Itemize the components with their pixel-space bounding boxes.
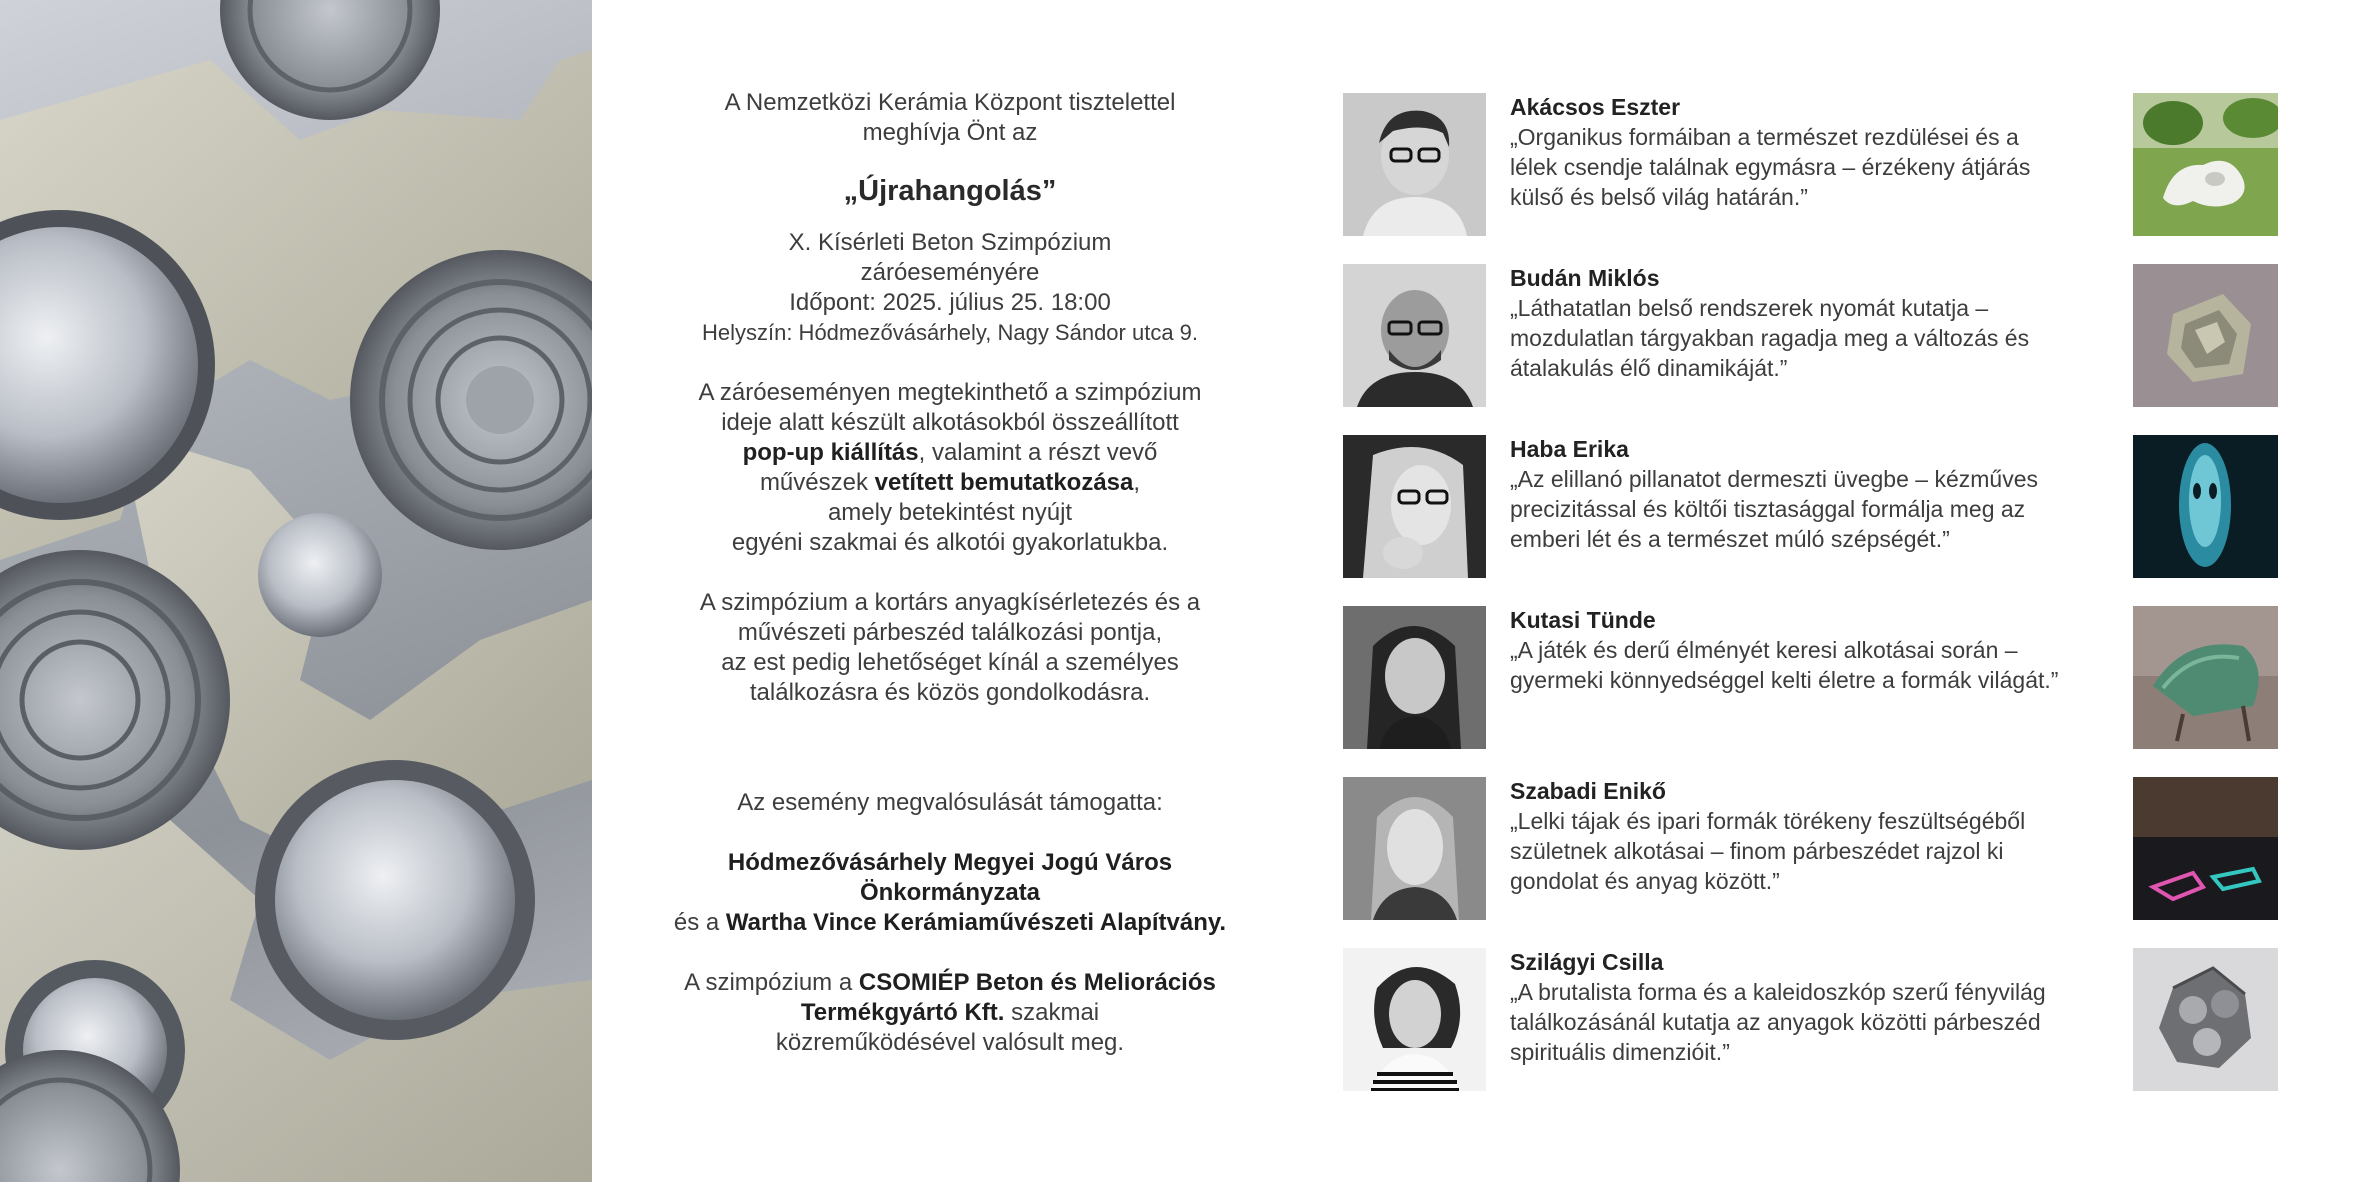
artist-quote: külső és belső világ határán.” [1510,184,1808,210]
artwork-thumbnail [2133,264,2278,407]
partner-line: A szimpózium a CSOMIÉP Beton és Meliorációs [684,969,1216,996]
artwork-thumbnail [2133,93,2278,236]
artist-name: Haba Erika [1510,436,1629,462]
portrait-image [1343,948,1486,1091]
artist-quote: emberi lét és a természet múló szépségét.” [1510,526,1950,552]
event-title: „Újrahangolás” [843,175,1057,207]
description-line: művészeti párbeszéd találkozási pontja, [737,619,1163,646]
artist-name: Akácsos Eszter [1510,94,1681,120]
artist-entry [1343,606,2278,777]
artwork-thumbnail [2133,606,2278,749]
artist-quote: mozdulatlan tárgyakban ragadja meg a változás és [1510,325,2030,351]
description-line: pop-up kiállítás, valamint a részt vevő [742,439,1158,466]
artist-quote: precizitással és költői tisztasággal formálja meg az [1510,496,2026,522]
event-date: Időpont: 2025. július 25. 18:00 [789,289,1111,316]
portrait-image [1343,606,1486,749]
event-location: Helyszín: Hódmezővásárhely, Nagy Sándor utca 9. [701,320,1199,345]
artist-quote: „Organikus formáiban a természet rezdülései és a [1510,124,2019,150]
artist-quote: „Lelki tájak és ipari formák törékeny feszültségéből [1510,808,2026,834]
artwork-image [2133,777,2278,920]
artist-name: Szabadi Enikő [1510,778,1666,804]
portrait-image [1343,777,1486,920]
description-line: A záróeseményen megtekinthető a szimpózium [698,379,1202,406]
artist-quote: spirituális dimenzióit.” [1510,1039,1730,1065]
partner-line: Termékgyártó Kft. szakmai [800,999,1100,1026]
artwork-thumbnail [2133,948,2278,1091]
artist-portrait [1343,264,1486,407]
artwork-image [2133,93,2278,236]
artist-quote: születnek alkotásai – finom párbeszédet rajzol ki [1510,838,2004,864]
description-line: művészek vetített bemutatkozása, [759,469,1141,496]
partner-line: közreműködésével valósult meg. [775,1029,1125,1056]
description-line: ideje alatt készült alkotásokból összeállított [721,409,1179,436]
artist-quote: átalakulás élő dinamikáját.” [1510,355,1788,381]
artist-quote: lélek csendje találnak egymásra – érzékeny átjárás [1510,154,2031,180]
description-line: találkozásra és közös gondolkodásra. [749,679,1151,706]
artist-quote: gondolat és anyag között.” [1510,868,1780,894]
description-line: egyéni szakmai és alkotói gyakorlatukba. [731,529,1169,556]
artist-portrait [1343,435,1486,578]
artwork-thumbnail [2133,435,2278,578]
concrete-mold-photo [0,0,592,1182]
description-line: amely betekintést nyújt [827,499,1073,526]
artwork-image [2133,606,2278,749]
artist-portrait [1343,606,1486,749]
artist-name: Kutasi Tünde [1510,607,1656,633]
sponsor-line: Önkormányzata [859,879,1041,906]
event-line: X. Kísérleti Beton Szimpózium [788,229,1112,256]
artist-portrait [1343,948,1486,1091]
artist-portrait [1343,93,1486,236]
portrait-image [1343,264,1486,407]
artist-entry [1343,93,2278,264]
sponsor-line: Hódmezővásárhely Megyei Jogú Város [727,849,1173,876]
portrait-image [1343,93,1486,236]
artist-quote: „A játék és derű élményét keresi alkotásai során – [1510,637,2018,663]
artist-entry [1343,948,2278,1119]
artist-name: Budán Miklós [1510,265,1660,291]
artwork-image [2133,435,2278,578]
sponsor-line: és a Wartha Vince Kerámiaművészeti Alapítvány. [673,909,1227,936]
description-line: az est pedig lehetőséget kínál a személyes [721,649,1179,676]
artist-quote: gyermeki könnyedséggel kelti életre a formák világát.” [1510,667,2059,693]
support-heading: Az esemény megvalósulását támogatta: [737,789,1163,816]
artist-portrait [1343,777,1486,920]
artist-list [1343,93,2278,1119]
artist-name: Szilágyi Csilla [1510,949,1664,975]
artwork-thumbnail [2133,777,2278,920]
event-line: záróeseményére [860,259,1040,286]
invitation-text [660,88,1240,1058]
artist-entry [1343,264,2278,435]
intro-line: meghívja Önt az [862,119,1038,146]
artwork-image [2133,264,2278,407]
artist-quote: találkozásánál kutatja az anyagok közötti párbeszéd [1510,1009,2041,1035]
description-line: A szimpózium a kortárs anyagkísérletezés és a [699,589,1201,616]
concrete-mold-illustration [0,0,592,1182]
artist-quote: „Láthatatlan belső rendszerek nyomát kutatja – [1510,295,1989,321]
portrait-image [1343,435,1486,578]
artwork-image [2133,948,2278,1091]
artist-entry [1343,435,2278,606]
artist-entry [1343,777,2278,948]
intro-line: A Nemzetközi Kerámia Központ tisztelettel [724,89,1176,116]
artist-quote: „A brutalista forma és a kaleidoszkóp szerű fényvilág [1510,979,2046,1005]
artist-quote: „Az elillanó pillanatot dermeszti üvegbe – kézműves [1510,466,2038,492]
